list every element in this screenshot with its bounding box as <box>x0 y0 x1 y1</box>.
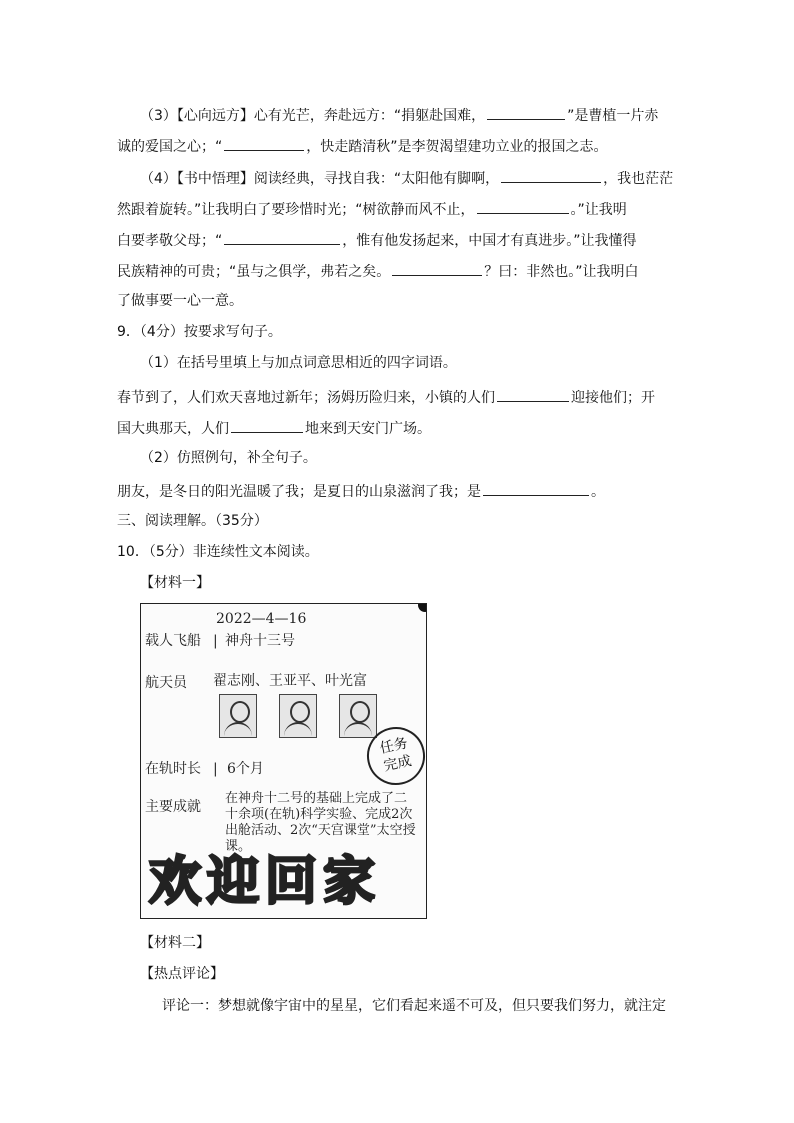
achievement-line: 在神舟十二号的基础上完成了二 <box>225 791 408 806</box>
q8-4-line3 <box>117 229 637 251</box>
q8-4-line2-pre: 然跟着旋转。”让我明白了要珍惜时光；“树欲静而风不止， <box>117 202 475 218</box>
q8-4-line4-pre: 民族精神的可贵；“虽与之俱学，弗若之矣。 <box>117 264 391 280</box>
duration-label: 在轨时长 <box>145 761 201 777</box>
q8-4-line2-post: 。”让我明 <box>570 202 627 218</box>
astronaut-photo <box>219 694 257 738</box>
duration-separator: | <box>213 761 218 777</box>
material1-label: 【材料一】 <box>140 575 210 591</box>
answer-blank[interactable] <box>231 417 303 433</box>
answer-blank[interactable] <box>224 135 304 151</box>
welcome-home-calligraphy: 欢迎回家 <box>149 851 382 912</box>
answer-blank[interactable] <box>501 167 601 183</box>
q9-sentence2 <box>117 417 431 439</box>
q8-4-line4 <box>117 260 639 282</box>
q8-3-line2-pre: 诚的爱国之心；“ <box>117 139 223 155</box>
answer-blank[interactable] <box>483 480 589 496</box>
achievement-line: 课。 <box>225 839 252 854</box>
q9-heading: 9．（4分）按要求写句子。 <box>117 324 282 340</box>
stamp-text-1: 任务 <box>378 735 410 757</box>
q8-3-line2-post: ，快走踏清秋”是李贺渴望建功立业的报国之志。 <box>306 139 608 155</box>
q8-3-line1-pre: （3）【心向远方】心有光芒，奔赴远方：“捐躯赴国难， <box>140 108 486 124</box>
q8-4-line4-post: ？曰：非然也。”让我明白 <box>484 264 639 280</box>
material-date: 2022—4—16 <box>216 611 307 627</box>
q8-4-line1-post: ，我也茫茫 <box>603 171 674 187</box>
q9-s3-post: 。 <box>591 484 605 500</box>
achievement-line: 出舱活动、2次“天宫课堂”太空授 <box>225 823 416 838</box>
q9-part1: （1）在括号里填上与加点词意思相近的四字词语。 <box>140 355 457 371</box>
q8-4-line3-post: ，惟有他发扬起来，中国才有真进步。”让我懂得 <box>342 233 637 249</box>
material-image <box>140 603 427 919</box>
q8-4-line5: 了做事要一心一意。 <box>117 293 243 309</box>
ship-label: 载人飞船 <box>145 633 201 649</box>
duration-value: 6个月 <box>227 761 264 777</box>
q9-part2: （2）仿照例句，补全句子。 <box>140 450 317 466</box>
q8-4-line1-pre: （4）【书中悟理】阅读经典，寻找自我：“太阳他有脚啊， <box>140 171 500 187</box>
answer-blank[interactable] <box>477 198 569 214</box>
q8-3-line2 <box>117 135 608 157</box>
ship-value: 神舟十三号 <box>225 633 295 649</box>
q8-4-line3-pre: 白要孝敬父母；“ <box>117 233 223 249</box>
astronaut-photo <box>279 694 317 738</box>
ship-separator: | <box>213 633 218 649</box>
q9-s2-pre: 国大典那天，人们 <box>117 421 229 437</box>
q10-heading: 10．（5分）非连续性文本阅读。 <box>117 544 319 560</box>
corner-mark <box>418 603 427 612</box>
q9-s3-pre: 朋友，是冬日的阳光温暖了我；是夏日的山泉滋润了我；是 <box>117 484 481 500</box>
q8-4-line2 <box>117 198 627 220</box>
q9-s2-post: 地来到天安门广场。 <box>305 421 431 437</box>
answer-blank[interactable] <box>487 104 565 120</box>
q9-s1-post: 迎接他们；开 <box>571 390 655 406</box>
achievement-line: 十余项(在轨)科学实验、完成2次 <box>225 807 413 822</box>
material2-label: 【材料二】 <box>140 935 210 951</box>
q8-3-line1 <box>140 104 658 126</box>
hot-comment-label: 【热点评论】 <box>140 966 224 982</box>
achievement-label: 主要成就 <box>145 799 201 815</box>
crew-label: 航天员 <box>145 675 187 691</box>
section-heading: 三、阅读理解。（35分） <box>117 513 268 529</box>
answer-blank[interactable] <box>224 229 340 245</box>
comment-1: 评论一：梦想就像宇宙中的星星，它们看起来遥不可及，但只要我们努力，就注定 <box>162 998 666 1014</box>
q8-3-line1-post: ”是曹植一片赤 <box>567 108 659 124</box>
answer-blank[interactable] <box>392 260 482 276</box>
astronaut-photo <box>339 694 377 738</box>
stamp-text-2: 完成 <box>382 753 414 775</box>
q9-s1-pre: 春节到了，人们欢天喜地过新年；汤姆历险归来，小镇的人们 <box>117 390 495 406</box>
q9-sentence1 <box>117 386 655 408</box>
crew-names: 翟志刚、王亚平、叶光富 <box>213 673 367 689</box>
q8-4-line1 <box>140 167 673 189</box>
q9-sentence3 <box>117 480 605 502</box>
answer-blank[interactable] <box>497 386 569 402</box>
